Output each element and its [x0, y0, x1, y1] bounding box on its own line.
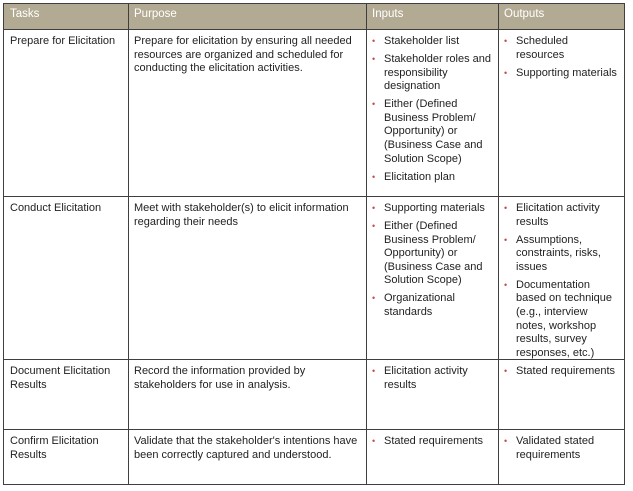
bullet-icon: •: [372, 53, 376, 64]
header-purpose: Purpose: [134, 8, 177, 20]
list-item: [372, 202, 492, 216]
inputs-list: [372, 202, 492, 320]
purpose-cell: Meet with stakeholder(s) to elicit information regarding their needs: [134, 202, 349, 228]
purpose-cell: Record the information provided by stakeholders for use in analysis.: [134, 365, 306, 391]
bullet-icon: •: [372, 171, 376, 182]
bullet-icon: •: [504, 279, 508, 290]
purpose-cell: Prepare for elicitation by ensuring all needed resources are organized and scheduled for conducting the elicitation activities.: [134, 35, 352, 75]
list-item: [372, 292, 492, 319]
purpose-cell: Validate that the stakeholder's intentions have been correctly captured and understood.: [134, 435, 358, 461]
inputs-list: [372, 35, 492, 184]
bullet-icon: •: [372, 99, 376, 110]
bullet-icon: •: [504, 67, 508, 78]
list-item: [504, 365, 618, 379]
bullet-icon: •: [372, 220, 376, 231]
outputs-list: [504, 202, 618, 360]
list-item: [504, 234, 618, 275]
list-item: [372, 171, 492, 185]
inputs-list: [372, 435, 492, 449]
bullet-icon: •: [504, 36, 508, 46]
outputs-list: [504, 35, 618, 80]
list-item-text: Stakeholder list: [384, 35, 460, 47]
outputs-cell: [498, 429, 624, 467]
bullet-icon: •: [504, 203, 508, 213]
header-outputs: Outputs: [504, 8, 545, 20]
list-item: [372, 98, 492, 166]
inputs-cell: [366, 196, 498, 324]
list-item-text: Organizational standards: [384, 292, 455, 318]
column-divider: [128, 4, 129, 484]
bullet-icon: •: [504, 366, 508, 376]
outputs-list: [504, 365, 618, 379]
task-cell: Confirm Elicitation Results: [10, 435, 99, 461]
list-item-text: Supporting materials: [384, 202, 485, 214]
list-item: [504, 279, 618, 361]
list-item: [504, 67, 618, 81]
task-cell: Document Elicitation Results: [10, 365, 111, 391]
list-item: [504, 202, 618, 229]
table-header: [4, 4, 624, 30]
bullet-icon: •: [504, 436, 508, 446]
list-item-text: Scheduled resources: [516, 35, 568, 61]
list-item-text: Elicitation plan: [384, 170, 455, 183]
outputs-cell: [498, 29, 624, 85]
outputs-cell: [498, 196, 624, 365]
list-item-text: Either (Defined Business Problem/ Opportunity) or (Business Case and Solution Scope): [384, 98, 483, 165]
outputs-list: [504, 435, 618, 462]
task-cell: Prepare for Elicitation: [10, 35, 116, 47]
bullet-icon: •: [372, 436, 376, 446]
list-item: [504, 35, 618, 62]
inputs-cell: [366, 359, 498, 397]
list-item-text: Validated stated requirements: [516, 435, 595, 461]
bullet-icon: •: [372, 293, 376, 304]
bullet-icon: •: [372, 36, 376, 46]
list-item-text: Documentation based on technique (e.g., interview notes, workshop results, survey responses, etc.): [516, 278, 613, 359]
list-item-text: Supporting materials: [516, 66, 617, 79]
elicitation-table: [3, 3, 625, 485]
inputs-list: [372, 365, 492, 392]
inputs-cell: [366, 429, 498, 453]
outputs-cell: [498, 359, 624, 383]
task-cell: Conduct Elicitation: [10, 202, 102, 214]
list-item-text: Stated requirements: [516, 365, 616, 377]
bullet-icon: •: [372, 366, 376, 376]
list-item: [372, 35, 492, 49]
bullet-icon: •: [372, 203, 376, 213]
bullet-icon: •: [504, 234, 508, 245]
list-item: [372, 435, 492, 449]
list-item-text: Either (Defined Business Problem/ Opportunity) or (Business Case and Solution Scope): [384, 219, 483, 287]
list-item: [504, 435, 618, 462]
list-item: [372, 53, 492, 94]
list-item-text: Stakeholder roles and responsibility designation: [384, 52, 492, 93]
list-item-text: Stated requirements: [384, 435, 484, 447]
list-item-text: Elicitation activity results: [384, 365, 468, 391]
header-inputs: Inputs: [372, 8, 404, 20]
list-item-text: Assumptions, constraints, risks, issues: [516, 233, 601, 273]
inputs-cell: [366, 29, 498, 189]
list-item-text: Elicitation activity results: [516, 202, 600, 228]
header-tasks: Tasks: [10, 8, 40, 20]
list-item: [372, 220, 492, 288]
list-item: [372, 365, 492, 392]
